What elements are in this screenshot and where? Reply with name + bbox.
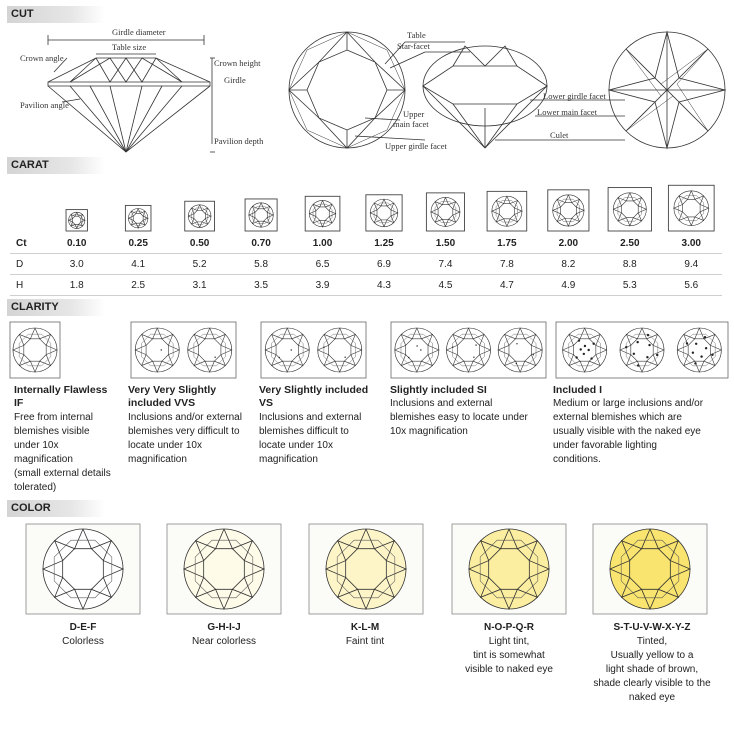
clarity-icon [261, 322, 366, 378]
clarity-grade-icons [0, 320, 734, 380]
ct-cell: 0.10 [46, 233, 107, 254]
carat-icons-svg [0, 178, 734, 233]
section-header-carat: CARAT [7, 157, 105, 174]
desc-line: under 10x [14, 440, 59, 451]
desc-line: locate under 10x [128, 440, 202, 451]
desc-line: blemishes easy to locate under [390, 412, 528, 423]
ct-cell: 1.75 [476, 233, 537, 254]
desc-line: under favorable lighting [553, 440, 657, 451]
carat-row-d [10, 254, 722, 275]
d-cell: 5.8 [230, 254, 291, 275]
color-icon [309, 524, 423, 614]
label-crown-height: Crown height [214, 58, 261, 68]
clarity-title-line: included VVS [128, 397, 196, 409]
desc-line: Inclusions and external [259, 412, 362, 423]
clarity-desc-if [14, 411, 132, 495]
label-lower-main-facet: Lower main facet [537, 107, 597, 117]
label-pavilion-angle: Pavilion angle [20, 100, 69, 110]
h-cell: 4.7 [476, 275, 537, 296]
color-icon [452, 524, 566, 614]
desc-line: magnification [14, 454, 73, 465]
desc-line: Inclusions and external [390, 398, 493, 409]
color-label-ghij [149, 621, 299, 649]
clarity-icon [556, 322, 728, 378]
d-cell: 5.2 [169, 254, 230, 275]
clarity-desc-vvs [128, 411, 258, 467]
carat-size-icons [0, 178, 734, 233]
clarity-desc-i [553, 397, 729, 467]
desc-line: 10x magnification [390, 426, 468, 437]
color-icon [26, 524, 140, 614]
clarity-title-si [390, 384, 550, 397]
label-upper-main-facet-2: main facet [393, 119, 429, 129]
color-label-def [8, 621, 158, 649]
color-icon [593, 524, 707, 614]
diamond-profile-diagram [10, 24, 280, 154]
desc-line: Usually yellow to a [610, 650, 694, 661]
label-culet: Culet [550, 130, 569, 140]
section-header-color: COLOR [7, 500, 105, 517]
desc-line: Near colorless [192, 636, 256, 647]
ct-cell: 1.50 [415, 233, 476, 254]
carat-icon [608, 188, 651, 231]
desc-line: Free from internal [14, 412, 93, 423]
desc-line: naked eye [628, 692, 676, 703]
clarity-icon [391, 322, 546, 378]
label-crown-angle: Crown angle [20, 53, 64, 63]
desc-line: Medium or large inclusions and/or [553, 398, 704, 409]
color-grade: D-E-F [69, 622, 97, 633]
clarity-title-line: Internally Flawless [14, 384, 108, 396]
h-cell: 2.5 [107, 275, 168, 296]
h-cell: 3.5 [230, 275, 291, 296]
desc-line: tint is somewhat [473, 650, 545, 661]
desc-line: shade clearly visible to the [593, 678, 711, 689]
diamond-facet-diagram [285, 28, 730, 154]
row-label-h: H [10, 275, 46, 296]
desc-line: tolerated) [14, 482, 57, 493]
section-header-cut: CUT [7, 6, 105, 23]
carat-icon [305, 196, 340, 231]
carat-row-h [10, 275, 722, 296]
desc-line: visible to naked eye [465, 664, 553, 675]
color-label-nopqr [434, 621, 584, 677]
desc-line: Inclusions and/or external [128, 412, 242, 423]
color-icon [167, 524, 281, 614]
clarity-icon [10, 322, 60, 378]
label-star-facet: Star-facet [397, 41, 430, 51]
desc-line: Light tint, [488, 636, 530, 647]
label-table-size: Table size [112, 42, 147, 52]
desc-line: light shade of brown, [605, 664, 699, 675]
clarity-title-line: Included I [553, 384, 603, 396]
color-label-klm [290, 621, 440, 649]
clarity-title-line: VS [259, 397, 274, 409]
h-cell: 5.3 [599, 275, 660, 296]
carat-icon [487, 191, 527, 231]
desc-line: magnification [128, 454, 187, 465]
ct-cell: 0.25 [107, 233, 168, 254]
desc-line: Faint tint [345, 636, 385, 647]
d-cell: 6.9 [353, 254, 414, 275]
h-cell: 4.3 [353, 275, 414, 296]
carat-icon [185, 201, 215, 231]
clarity-desc-si [390, 397, 550, 439]
color-grade: G-H-I-J [207, 622, 241, 633]
h-cell: 5.6 [661, 275, 722, 296]
ct-cell: 0.70 [230, 233, 291, 254]
ct-cell: 1.00 [292, 233, 353, 254]
desc-line: locate under 10x [259, 440, 333, 451]
d-cell: 4.1 [107, 254, 168, 275]
label-pavilion-depth: Pavilion depth [214, 136, 264, 146]
carat-icon [668, 185, 714, 231]
row-label-d: D [10, 254, 46, 275]
clarity-icon [131, 322, 236, 378]
d-cell: 8.2 [538, 254, 599, 275]
desc-line: conditions. [553, 454, 601, 465]
d-cell: 6.5 [292, 254, 353, 275]
carat-icon [366, 195, 402, 231]
carat-icon [426, 193, 464, 231]
d-cell: 7.4 [415, 254, 476, 275]
d-cell: 3.0 [46, 254, 107, 275]
carat-icon [125, 205, 151, 231]
d-cell: 8.8 [599, 254, 660, 275]
ct-cell: 0.50 [169, 233, 230, 254]
desc-line: (small external details [14, 468, 111, 479]
d-cell: 7.8 [476, 254, 537, 275]
color-label-stuvwxyz [577, 621, 727, 705]
color-grade: K-L-M [350, 622, 380, 633]
label-table: Table [407, 30, 426, 40]
clarity-desc-vs [259, 411, 389, 467]
clarity-title-if [14, 384, 132, 410]
label-upper-girdle-facet: Upper girdle facet [385, 141, 447, 151]
color-grade: S-T-U-V-W-X-Y-Z [613, 622, 691, 633]
clarity-title-line: Very Slightly included [259, 384, 369, 396]
clarity-title-line: Slightly included SI [390, 384, 487, 396]
section-header-clarity: CLARITY [7, 299, 105, 316]
desc-line: blemishes difficult to [259, 426, 349, 437]
desc-line: Tinted, [636, 636, 668, 647]
d-cell: 9.4 [661, 254, 722, 275]
clarity-title-i [553, 384, 729, 397]
carat-icon [548, 190, 589, 231]
carat-icon [245, 199, 277, 231]
carat-icon [66, 210, 87, 231]
color-icons-svg [0, 522, 734, 617]
ct-cell: 1.25 [353, 233, 414, 254]
ct-cell: 2.00 [538, 233, 599, 254]
color-grade: N-O-P-Q-R [484, 622, 534, 633]
clarity-title-line: IF [14, 397, 24, 409]
clarity-title-vs [259, 384, 389, 410]
carat-row-ct [10, 233, 722, 254]
ct-cell: 2.50 [599, 233, 660, 254]
label-lower-girdle-facet: Lower girdle facet [543, 91, 606, 101]
clarity-icons-svg [0, 320, 734, 380]
row-label-ct: Ct [10, 233, 46, 254]
h-cell: 4.5 [415, 275, 476, 296]
label-girdle-diameter: Girdle diameter [112, 27, 166, 37]
label-upper-main-facet-1: Upper [403, 109, 425, 119]
desc-line: magnification [259, 454, 318, 465]
h-cell: 1.8 [46, 275, 107, 296]
color-grade-icons [0, 522, 734, 617]
carat-table [10, 233, 722, 296]
desc-line: blemishes visible [14, 426, 90, 437]
clarity-title-line: Very Very Slightly [128, 384, 217, 396]
desc-line: blemishes very difficult to [128, 426, 240, 437]
desc-line: Colorless [62, 636, 104, 647]
desc-line: usually visible with the naked eye [553, 426, 701, 437]
ct-cell: 3.00 [661, 233, 722, 254]
h-cell: 3.9 [292, 275, 353, 296]
desc-line: external blemishes which are [553, 412, 682, 423]
clarity-title-vvs [128, 384, 258, 410]
h-cell: 4.9 [538, 275, 599, 296]
label-girdle: Girdle [224, 75, 246, 85]
h-cell: 3.1 [169, 275, 230, 296]
